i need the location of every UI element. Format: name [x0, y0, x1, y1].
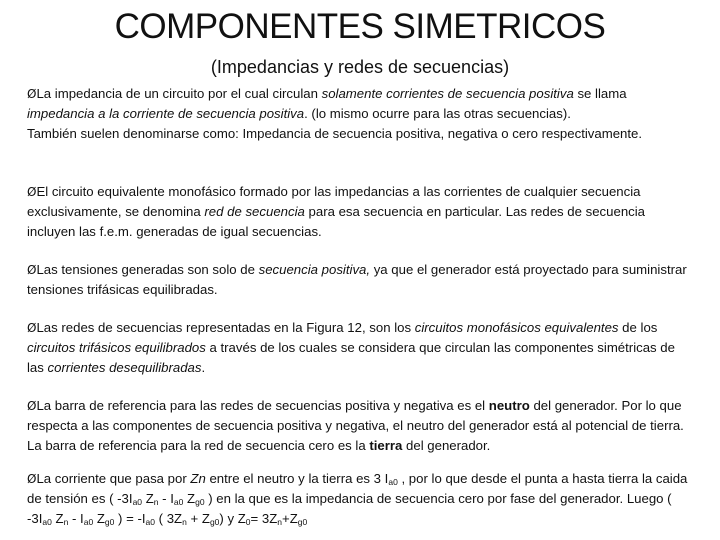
- subscript: a0: [42, 517, 52, 527]
- text-run: ya que el generador está proyectado para suministrar tensiones trifásicas equilibradas.: [27, 262, 687, 297]
- subscript: g0: [297, 517, 308, 527]
- subscript: n: [63, 517, 69, 527]
- text-run: ) = -I: [114, 511, 146, 526]
- text-run: La corriente que pasa por: [36, 471, 191, 486]
- italic-run: impedancia a la corriente de secuencia positiva: [27, 106, 305, 121]
- slide-subtitle: (Impedancias y redes de secuencias): [210, 57, 510, 77]
- text-run: El circuito equivalente monofásico formado por las impedancias a las corrientes de cualquier secuencia exclusivamente, se denomina: [27, 184, 641, 219]
- subscript: a0: [145, 517, 155, 527]
- text-run: Z: [183, 491, 196, 506]
- subscript: g0: [195, 497, 205, 507]
- subscript: a0: [173, 497, 184, 507]
- bullet-paragraph-3: [27, 260, 695, 300]
- text-run: para esa secuencia en particular. Las redes de secuencia incluyen las f.e.m. generadas de igual secuencias.: [27, 204, 646, 239]
- arrow-bullet-icon: Ø: [27, 399, 37, 413]
- subscript: a0: [83, 517, 94, 527]
- italic-run: red de secuencia: [204, 204, 305, 219]
- bold-run: tierra: [369, 438, 403, 453]
- bullet-paragraph-6: [27, 469, 695, 529]
- text-run: = 3Z: [250, 511, 278, 526]
- arrow-bullet-icon: Ø: [27, 472, 37, 486]
- text-run: se llama: [573, 86, 627, 101]
- text-run: Las tensiones generadas son solo de: [36, 262, 259, 277]
- arrow-bullet-icon: Ø: [27, 321, 37, 335]
- text-run: . (lo mismo ocurre para las otras secuencias).: [304, 106, 571, 121]
- text-run: Z: [51, 511, 64, 526]
- subscript: a0: [132, 497, 143, 507]
- text-run: de los: [618, 320, 658, 335]
- bold-run: neutro: [488, 398, 530, 413]
- text-run: del generador. Por lo que respecta a las componentes de secuencia positiva y negativa, el neutro del generador está al potencial de tierra. La barra de referencia para la red de secuencia cero es la: [27, 398, 684, 453]
- italic-run: Zn: [190, 471, 206, 486]
- text-run: , por lo que desde el punta a hasta tierra la caida de tensión es ( -3I: [27, 471, 688, 506]
- text-run: a través de los cuales se considera que circulan las componentes simétricas de las: [27, 340, 675, 375]
- subscript: a0: [388, 477, 398, 487]
- bullet-paragraph-5: [27, 396, 695, 456]
- italic-run: circuitos trifásicos equilibrados: [27, 340, 206, 355]
- text-run: ) y Z: [219, 511, 246, 526]
- text-run: del generador.: [402, 438, 491, 453]
- text-run: +Z: [282, 511, 298, 526]
- arrow-bullet-icon: Ø: [27, 185, 37, 199]
- text-run: - I: [158, 491, 174, 506]
- text-run: - I: [68, 511, 84, 526]
- slide-title: COMPONENTES SIMETRICOS: [114, 7, 606, 46]
- text-run: Z: [93, 511, 105, 526]
- text-run: La barra de referencia para las redes de secuencias positiva y negativa es el: [36, 398, 489, 413]
- subscript: g0: [209, 517, 220, 527]
- text-run: Las redes de secuencias representadas en la Figura 12, son los: [36, 320, 415, 335]
- arrow-bullet-icon: Ø: [27, 87, 37, 101]
- text-run: La impedancia de un circuito por el cual circulan: [36, 86, 322, 101]
- italic-run: secuencia positiva,: [258, 262, 371, 277]
- italic-run: circuitos monofásicos equivalentes: [414, 320, 619, 335]
- bullet-paragraph-2: [27, 182, 695, 242]
- text-run: Z: [142, 491, 154, 506]
- text-run: ( 3Z: [155, 511, 183, 526]
- subscript: g0: [104, 517, 115, 527]
- text-run: También suelen denominarse como: Impedancia de secuencia positiva, negativa o cero respectivamente.: [27, 126, 643, 141]
- bullet-paragraph-4: [27, 318, 695, 378]
- arrow-bullet-icon: Ø: [27, 263, 37, 277]
- text-run: entre el neutro y la tierra es 3 I: [205, 471, 389, 486]
- text-run: + Z: [186, 511, 210, 526]
- text-run: ) en la que es la impedancia de secuencia cero por fase del generador. Luego ( -3I: [27, 491, 672, 526]
- subscript: n: [182, 517, 187, 527]
- italic-run: corrientes desequilibradas: [47, 360, 202, 375]
- italic-run: solamente corrientes de secuencia positiva: [321, 86, 574, 101]
- text-run: .: [201, 360, 206, 375]
- subscript: n: [277, 517, 283, 527]
- subscript: n: [153, 497, 159, 507]
- subscript: 0: [245, 517, 251, 527]
- bullet-paragraph-1: [27, 84, 695, 144]
